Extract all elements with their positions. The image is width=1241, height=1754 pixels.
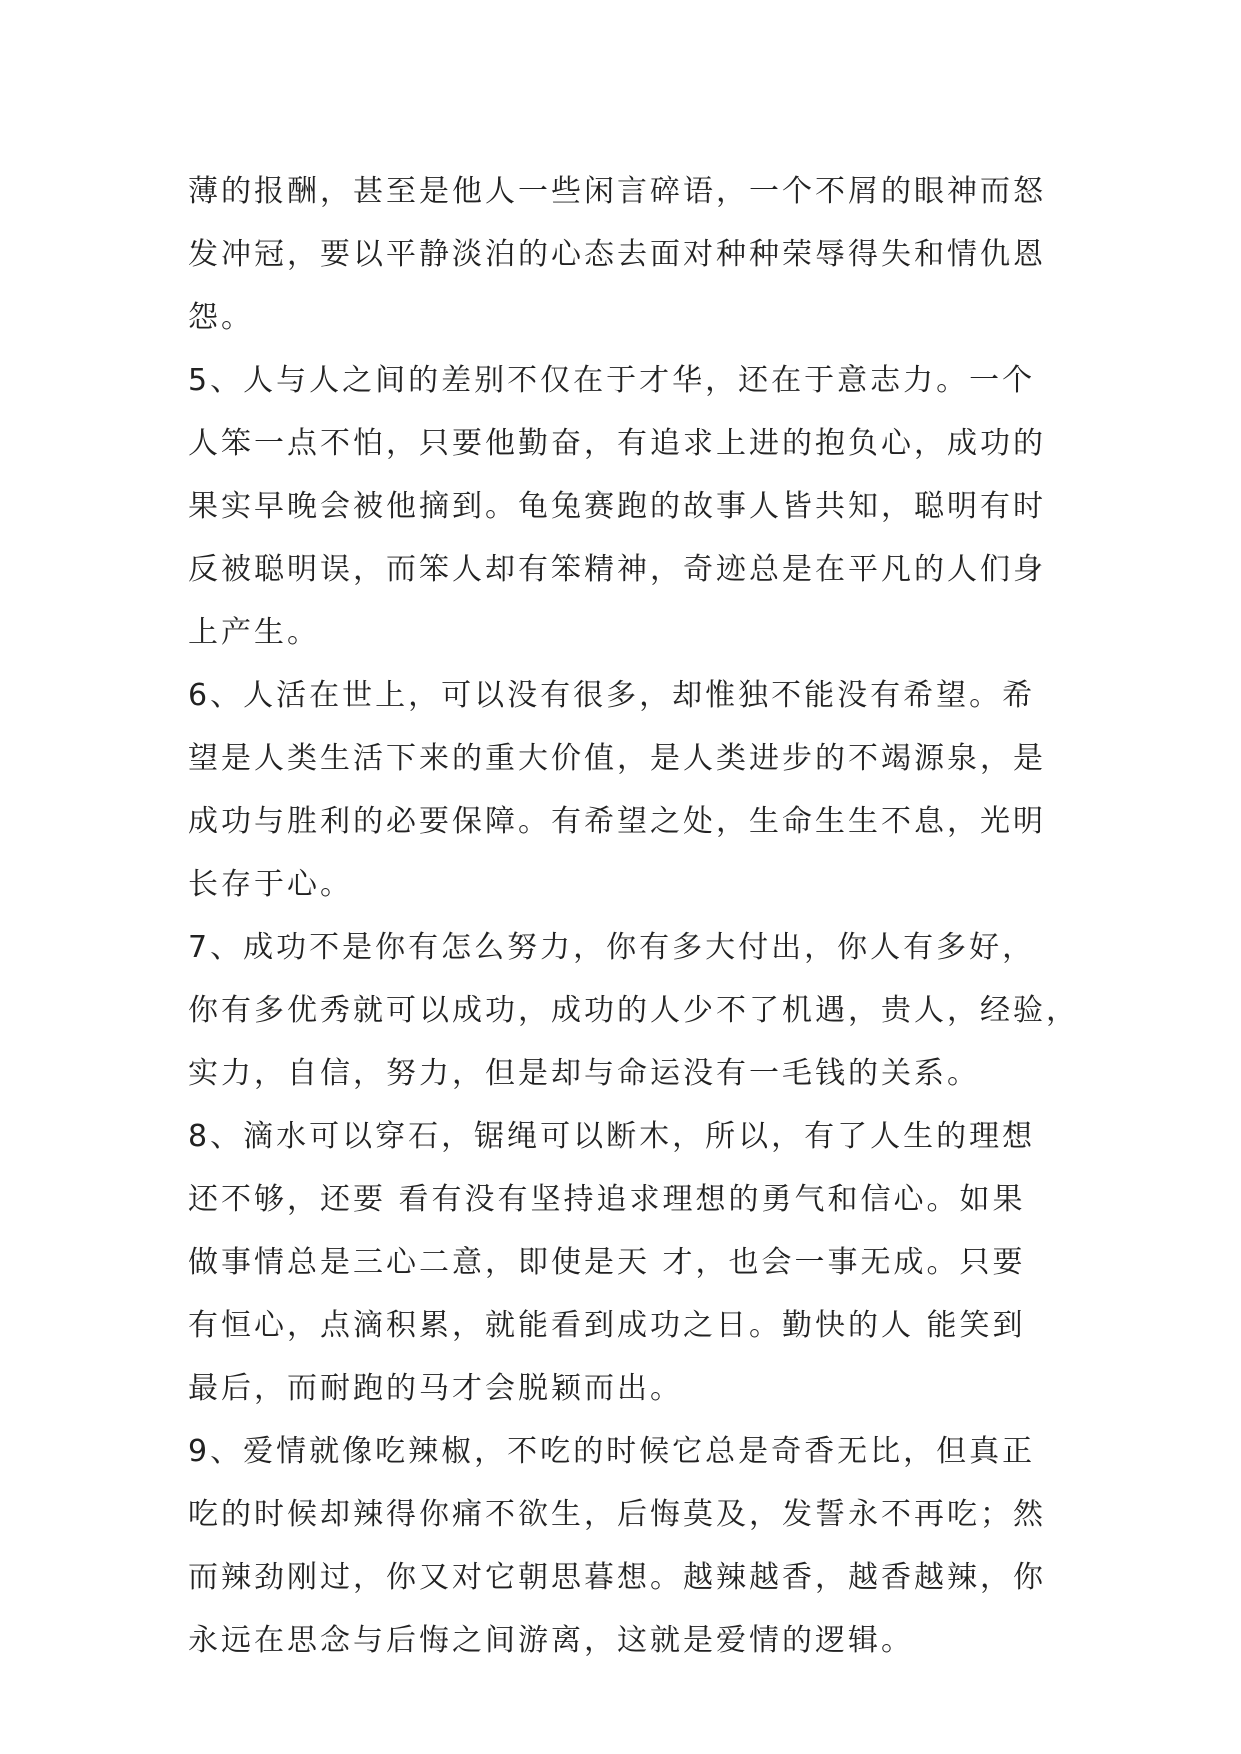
text-line: 最后，而耐跑的马才会脱颖而出。 — [188, 1371, 683, 1406]
text-line: 成功与胜利的必要保障。有希望之处，生命生生不息，光明 — [188, 804, 1046, 839]
text-line: 7、成功不是你有怎么努力，你有多大付出，你人有多好， — [188, 930, 1036, 965]
text-line: 永远在思念与后悔之间游离，这就是爱情的逻辑。 — [188, 1623, 914, 1658]
text-line: 望是人类生活下来的重大价值，是人类进步的不竭源泉，是 — [188, 741, 1046, 776]
text-line: 反被聪明误，而笨人却有笨精神，奇迹总是在平凡的人们身 — [188, 552, 1046, 587]
text-line: 做事情总是三心二意，即使是天 才，也会一事无成。只要 — [188, 1245, 1026, 1280]
text-line: 怨。 — [188, 300, 254, 335]
text-line: 还不够，还要 看有没有坚持追求理想的勇气和信心。如果 — [188, 1182, 1026, 1217]
text-line: 人笨一点不怕，只要他勤奋，有追求上进的抱负心，成功的 — [188, 426, 1046, 461]
text-line: 有恒心，点滴积累，就能看到成功之日。勤快的人 能笑到 — [188, 1308, 1026, 1343]
text-line: 9、爱情就像吃辣椒，不吃的时候它总是奇香无比，但真正 — [188, 1434, 1036, 1469]
text-line: 实力，自信，努力，但是却与命运没有一毛钱的关系。 — [188, 1056, 980, 1091]
text-line: 薄的报酬，甚至是他人一些闲言碎语，一个不屑的眼神而怒 — [188, 174, 1046, 209]
text-line: 你有多优秀就可以成功，成功的人少不了机遇，贵人，经验， — [188, 993, 1079, 1028]
text-line: 上产生。 — [188, 615, 320, 650]
text-line: 8、滴水可以穿石，锯绳可以断木，所以，有了人生的理想 — [188, 1119, 1036, 1154]
text-line: 吃的时候却辣得你痛不欲生，后悔莫及，发誓永不再吃；然 — [188, 1497, 1046, 1532]
text-line: 5、人与人之间的差别不仅在于才华，还在于意志力。一个 — [188, 363, 1036, 398]
text-line: 果实早晚会被他摘到。龟兔赛跑的故事人皆共知，聪明有时 — [188, 489, 1046, 524]
text-line: 发冲冠，要以平静淡泊的心态去面对种种荣辱得失和情仇恩 — [188, 237, 1046, 272]
text-line: 6、人活在世上，可以没有很多，却惟独不能没有希望。希 — [188, 678, 1036, 713]
text-line: 长存于心。 — [188, 867, 353, 902]
text-line: 而辣劲刚过，你又对它朝思暮想。越辣越香，越香越辣，你 — [188, 1560, 1046, 1595]
document-body — [188, 160, 1079, 1672]
